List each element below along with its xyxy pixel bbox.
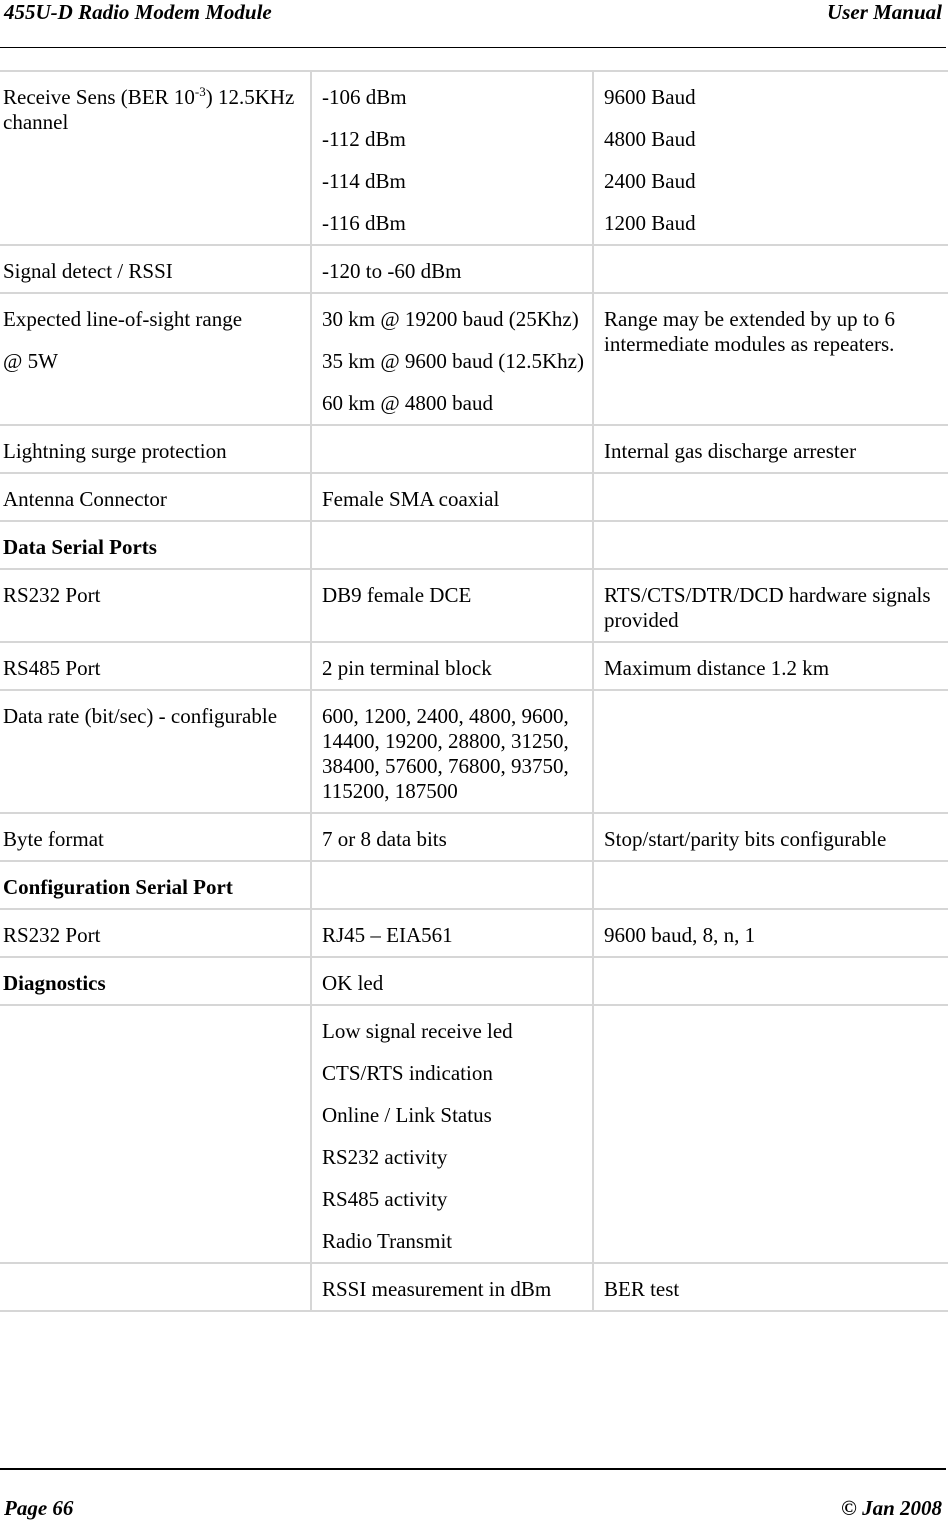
row-value: Female SMA coaxial	[311, 473, 593, 521]
row-note: RTS/CTS/DTR/DCD hardware signals provided	[593, 569, 948, 642]
row-value	[311, 425, 593, 473]
row-note: 9600 baud, 8, n, 1	[593, 909, 948, 957]
row-value: RSSI measurement in dBm	[311, 1263, 593, 1311]
row-note: 9600 Baud 4800 Baud 2400 Baud 1200 Baud	[593, 71, 948, 245]
row-label: Data rate (bit/sec) - configurable	[0, 690, 311, 813]
row-value: 7 or 8 data bits	[311, 813, 593, 861]
row-label: RS485 Port	[0, 642, 311, 690]
row-note	[593, 861, 948, 909]
header-title: 455U-D Radio Modem Module	[4, 0, 272, 24]
row-label: Receive Sens (BER $10^{-3}$) 12.5KHz channel	[0, 71, 311, 245]
row-note: Range may be extended by up to 6 intermediate modules as repeaters.	[593, 293, 948, 425]
row-note: Maximum distance 1.2 km	[593, 642, 948, 690]
row-label: Signal detect / RSSI	[0, 245, 311, 293]
row-value	[311, 521, 593, 569]
table-row	[0, 521, 948, 569]
footer-rule	[0, 1468, 946, 1470]
header-rule	[0, 47, 946, 48]
table-row	[0, 909, 948, 957]
row-note: Stop/start/parity bits configurable	[593, 813, 948, 861]
table-row	[0, 813, 948, 861]
row-label: Expected line-of-sight range @ 5W	[0, 293, 311, 425]
section-heading: Configuration Serial Port	[0, 861, 311, 909]
row-label: Lightning surge protection	[0, 425, 311, 473]
row-value: 2 pin terminal block	[311, 642, 593, 690]
page-number: Page 66	[4, 1496, 74, 1520]
row-note: Internal gas discharge arrester	[593, 425, 948, 473]
table-row	[0, 861, 948, 909]
table-row	[0, 425, 948, 473]
table-row	[0, 293, 948, 425]
row-note	[593, 957, 948, 1005]
table-row	[0, 245, 948, 293]
row-value: -106 dBm -112 dBm -114 dBm -116 dBm	[311, 71, 593, 245]
table-row	[0, 642, 948, 690]
table-row	[0, 473, 948, 521]
row-label	[0, 1263, 311, 1311]
row-label: Antenna Connector	[0, 473, 311, 521]
table-row	[0, 1005, 948, 1263]
specifications-table	[0, 70, 948, 1312]
row-label: Byte format	[0, 813, 311, 861]
row-label: RS232 Port	[0, 909, 311, 957]
row-value: 30 km @ 19200 baud (25Khz) 35 km @ 9600 baud (12.5Khz) 60 km @ 4800 baud	[311, 293, 593, 425]
section-heading: Diagnostics	[0, 957, 311, 1005]
table-row	[0, 690, 948, 813]
row-value: RJ45 – EIA561	[311, 909, 593, 957]
row-value: -120 to -60 dBm	[311, 245, 593, 293]
row-label	[0, 1005, 311, 1263]
row-note: BER test	[593, 1263, 948, 1311]
row-value: 600, 1200, 2400, 4800, 9600, 14400, 19200, 28800, 31250, 38400, 57600, 76800, 93750, 115200, 187500	[311, 690, 593, 813]
copyright-date: © Jan 2008	[841, 1496, 942, 1520]
row-note	[593, 473, 948, 521]
row-value: Low signal receive led CTS/RTS indication Online / Link Status RS232 activity RS485 activity Radio Transmit	[311, 1005, 593, 1263]
row-value: DB9 female DCE	[311, 569, 593, 642]
row-note	[593, 1005, 948, 1263]
table-row	[0, 569, 948, 642]
table-row	[0, 957, 948, 1005]
row-note	[593, 521, 948, 569]
section-heading: Data Serial Ports	[0, 521, 311, 569]
row-value: OK led	[311, 957, 593, 1005]
header-document-type: User Manual	[827, 0, 942, 24]
row-value	[311, 861, 593, 909]
row-note	[593, 690, 948, 813]
table-row	[0, 1263, 948, 1311]
row-note	[593, 245, 948, 293]
row-label: RS232 Port	[0, 569, 311, 642]
table-row	[0, 71, 948, 245]
